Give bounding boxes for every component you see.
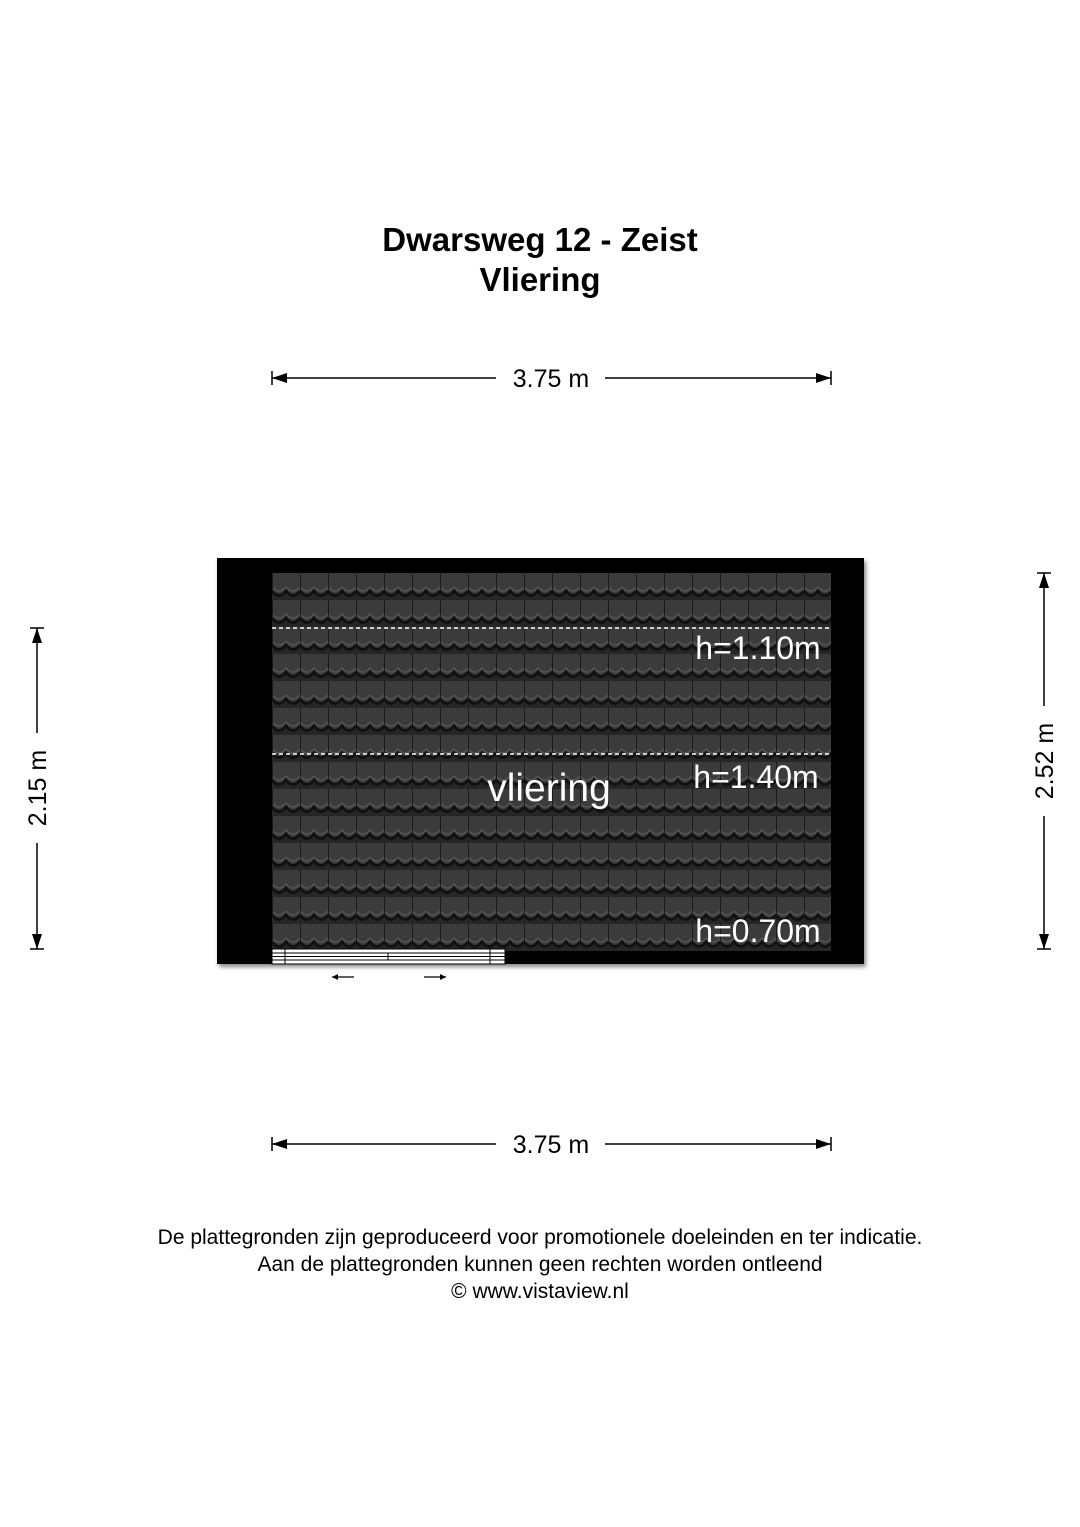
floorplan-address-title: Dwarsweg 12 - Zeist xyxy=(382,221,698,258)
right-depth-label: 2.52 m xyxy=(1031,722,1059,800)
height-label-3: h=0.70m xyxy=(695,913,821,949)
arrow-down-icon xyxy=(1039,934,1049,949)
copyright-line: © www.vistaview.nl xyxy=(451,1280,629,1303)
slide-right-arrow-icon xyxy=(424,974,446,980)
arrow-right-icon xyxy=(816,1139,831,1149)
disclaimer-line-1: De plattegronden zijn geproduceerd voor promotionele doeleinden en ter indicatie. xyxy=(157,1226,923,1249)
arrow-left-icon xyxy=(272,373,287,383)
floorplan-floor-title: Vliering xyxy=(479,261,601,298)
height-label-1: h=1.10m xyxy=(695,630,821,666)
slide-left-arrow-icon xyxy=(332,974,354,980)
arrow-right-icon xyxy=(816,373,831,383)
arrow-left-icon xyxy=(272,1139,287,1149)
arrow-down-icon xyxy=(32,934,42,949)
bottom-width-label: 3.75 m xyxy=(512,1131,590,1159)
arrow-up-icon xyxy=(32,628,42,643)
height-label-2: h=1.40m xyxy=(693,759,819,795)
arrow-up-icon xyxy=(1039,573,1049,588)
room-name-label: vliering xyxy=(487,767,611,810)
top-width-label: 3.75 m xyxy=(512,365,590,393)
disclaimer-line-2: Aan de plattegronden kunnen geen rechten worden ontleend xyxy=(257,1253,823,1276)
hatch-window xyxy=(272,949,505,964)
left-depth-label: 2.15 m xyxy=(24,749,52,827)
